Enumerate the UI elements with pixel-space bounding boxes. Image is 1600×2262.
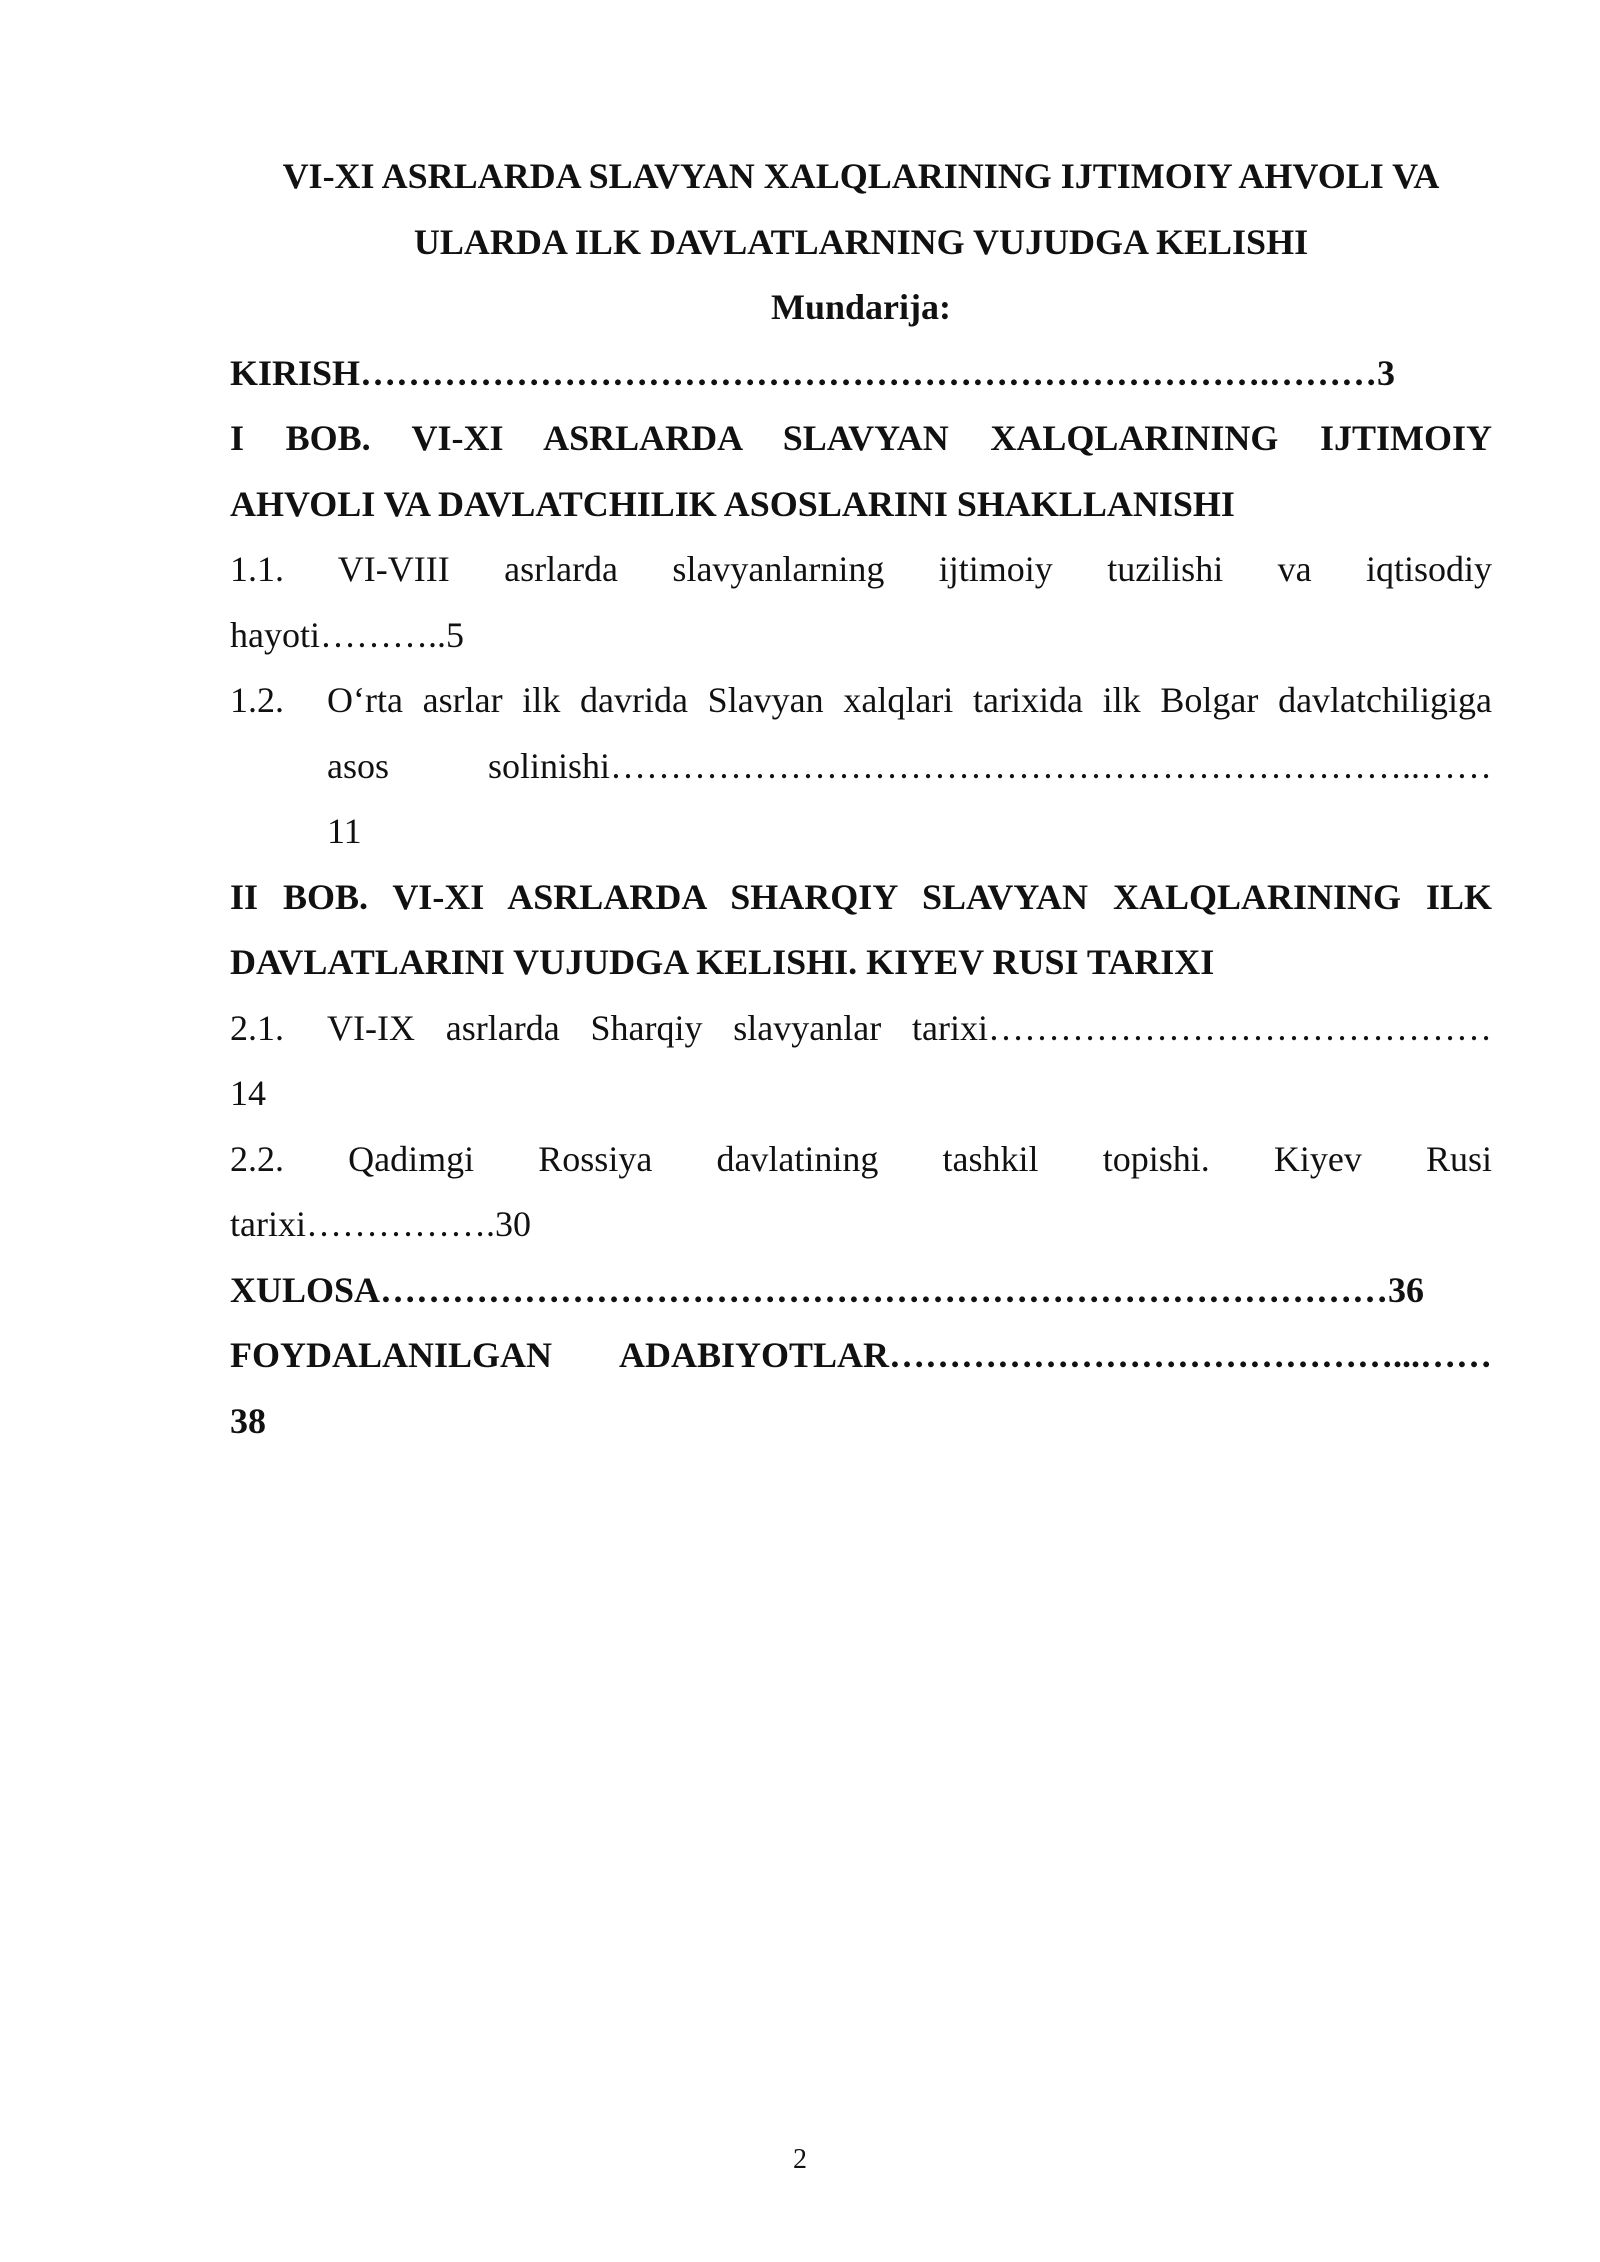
toc-section-2-2-line-1	[230, 1127, 1492, 1193]
toc-section-2-2-text: Qadimgi Rossiya davlatining tashkil topishi. Kiyev Rusi	[348, 1138, 1492, 1179]
toc-chapter-2-line-1: II BOB. VI-XI ASRLARDA SHARQIY SLAVYAN XALQLARINING ILK	[230, 876, 1492, 917]
toc-section-2-1-text: VI-IX asrlarda Sharqiy slavyanlar tarixi……………………………………	[327, 1007, 1492, 1048]
toc-section-2-2-line-2: tarixi…………….30	[230, 1204, 531, 1244]
contents-heading: Mundarija:	[771, 287, 951, 327]
toc-entry-references-line-2: 38	[230, 1400, 266, 1441]
document-title-line-1: VI-XI ASRLARDA SLAVYAN XALQLARINING IJTIMOIY AHVOLI VA	[282, 156, 1440, 196]
toc-section-2-1-number: 2.1.	[230, 1007, 284, 1048]
toc-section-1-2-number: 1.2.	[230, 680, 284, 720]
toc-chapter-2-line-2: DAVLATLARINI VUJUDGA KELISHI. KIYEV RUSI TARIXI	[230, 942, 1215, 982]
toc-section-2-2-number: 2.2.	[230, 1138, 284, 1179]
toc-entry-references-line-1: FOYDALANILGAN ADABIYOTLAR……………………………………...……	[230, 1335, 1492, 1375]
toc-chapter-1-line-1: I BOB. VI-XI ASRLARDA SLAVYAN XALQLARINING IJTIMOIY	[230, 418, 1492, 458]
toc-chapter-1-line-2: AHVOLI VA DAVLATCHILIK ASOSLARINI SHAKLLANISHI	[230, 483, 1235, 524]
toc-section-1-1-number: 1.1.	[230, 549, 284, 589]
toc-section-1-1-line-2: hayoti………..5	[230, 614, 464, 655]
document-title-line-2: ULARDA ILK DAVLATLARNING VUJUDGA KELISHI	[413, 221, 1309, 262]
document-body	[230, 144, 1492, 1454]
toc-section-1-2-text: O‘rta asrlar ilk davrida Slavyan xalqlari tarixida ilk Bolgar davlatchiligiga	[327, 680, 1492, 720]
toc-section-1-1-text: VI-VIII asrlarda slavyanlarning ijtimoiy tuzilishi va iqtisodiy	[337, 549, 1492, 589]
toc-entry-intro: KIRISH………………………………………………………………….………3	[230, 352, 1396, 393]
toc-section-2-1-line-1	[230, 996, 1492, 1062]
toc-section-1-2-line-3: 11	[327, 811, 362, 851]
toc-section-2-1-line-2: 14	[230, 1073, 266, 1113]
toc-section-1-1-line-1	[230, 537, 1492, 603]
toc-section-1-2-line-2: asos solinishi…………………………………………………………..……	[327, 745, 1492, 786]
page-number: 2	[793, 2144, 807, 2175]
toc-entry-conclusion: XULOSA…………………………………………………………………………36	[230, 1269, 1425, 1310]
toc-section-1-2-line-1	[230, 668, 1492, 734]
